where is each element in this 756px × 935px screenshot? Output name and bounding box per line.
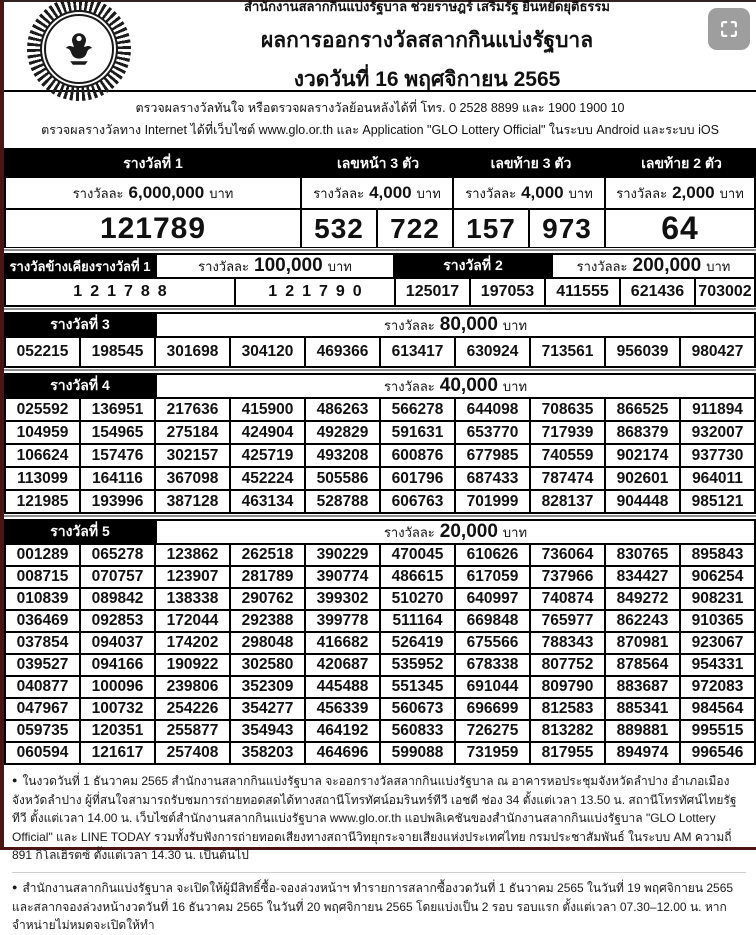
last3-numbers: 157 973	[454, 210, 604, 247]
prize-number: 885341	[606, 699, 679, 719]
prize-number: 120351	[81, 721, 154, 741]
prize-number: 094166	[81, 655, 154, 675]
prize-number: 257408	[156, 743, 229, 763]
glo-seal-icon	[27, 0, 131, 101]
second-prize-amount: รางวัลละ 200,000 บาท	[553, 255, 754, 277]
prize-number: 275184	[156, 422, 229, 443]
third-prize-numbers	[6, 338, 754, 366]
prize-number: 416682	[306, 633, 379, 653]
prize-number: 217636	[156, 399, 229, 420]
prize-number: 908231	[681, 589, 754, 609]
prize-number: 817955	[531, 743, 604, 763]
section-separator	[4, 368, 756, 373]
prize-number: 039527	[6, 655, 79, 675]
prize-number: 415900	[231, 399, 304, 420]
prize-number: 123907	[156, 567, 229, 587]
front3-numbers: 532 722	[302, 210, 452, 247]
prize-number: 787474	[531, 468, 604, 489]
prize-number: 100732	[81, 699, 154, 719]
prize-number: 954331	[681, 655, 754, 675]
prize-number: 610626	[456, 545, 529, 565]
prize-number: 809790	[531, 677, 604, 697]
prize-number: 469366	[306, 338, 379, 366]
fullscreen-icon	[718, 18, 740, 40]
prize-number: 121617	[81, 743, 154, 763]
fourth-prize-label: รางวัลที่ 4	[6, 375, 154, 397]
third-prize-amount: รางวัลละ 80,000 บาท	[157, 314, 754, 336]
prize-number: 464192	[306, 721, 379, 741]
prize-number: 463134	[231, 491, 304, 512]
prize-number: 060594	[6, 743, 79, 763]
prize-number: 701999	[456, 491, 529, 512]
prize-number: 923067	[681, 633, 754, 653]
prize-number: 828137	[531, 491, 604, 512]
prize-number: 511164	[381, 611, 454, 631]
main-prize-table	[4, 150, 756, 248]
prize-number: 390229	[306, 545, 379, 565]
prize-number: 281789	[231, 567, 304, 587]
prize-number: 301698	[156, 338, 229, 366]
prize-number: 906254	[681, 567, 754, 587]
prize-number: 830765	[606, 545, 679, 565]
prize-number: 870981	[606, 633, 679, 653]
prize-number: 526419	[381, 633, 454, 653]
second-prize-label: รางวัลที่ 2	[396, 255, 550, 277]
second-prize-number: 621436	[621, 279, 694, 305]
emblem-wrap	[4, 0, 154, 101]
prize-number: 834427	[606, 567, 679, 587]
prize-number: 883687	[606, 677, 679, 697]
prize-number: 985121	[681, 491, 754, 512]
prize-number: 255877	[156, 721, 229, 741]
prize-number: 895843	[681, 545, 754, 565]
prize-number: 059735	[6, 721, 79, 741]
front3-amount: รางวัลละ 4,000 บาท	[302, 178, 452, 208]
section-separator	[4, 248, 756, 253]
prize-number: 937730	[681, 445, 754, 466]
front3-label: เลขหน้า 3 ตัว	[303, 152, 453, 176]
seal-center	[44, 14, 114, 84]
prize-number: 008715	[6, 567, 79, 587]
section-separator	[4, 307, 756, 312]
prize-number: 387128	[156, 491, 229, 512]
prize-number: 862243	[606, 611, 679, 631]
prize-number: 736064	[531, 545, 604, 565]
prize-number: 025592	[6, 399, 79, 420]
prize-number: 354277	[231, 699, 304, 719]
prize-number: 198545	[81, 338, 154, 366]
info-phone-line: ตรวจผลรางวัลทันใจ หรือตรวจผลรางวัลย้อนหลังได้ที่ โทร. 0 2528 8899 และ 1900 1900 10	[135, 101, 625, 115]
prize-number: 136951	[81, 399, 154, 420]
prize-number: 100096	[81, 677, 154, 697]
prize-number: 600876	[381, 445, 454, 466]
prize-number: 138338	[156, 589, 229, 609]
prize-number: 849272	[606, 589, 679, 609]
first-prize-label: รางวัลที่ 1	[6, 152, 300, 176]
prize-number: 902174	[606, 445, 679, 466]
prize-number: 910365	[681, 611, 754, 631]
prize-number: 678338	[456, 655, 529, 675]
prize-number: 601796	[381, 468, 454, 489]
prize-number: 717939	[531, 422, 604, 443]
prize-number: 894974	[606, 743, 679, 763]
prize-number: 190922	[156, 655, 229, 675]
prize-number: 464696	[306, 743, 379, 763]
prize-number: 740559	[531, 445, 604, 466]
prize-number: 644098	[456, 399, 529, 420]
prize-number: 902601	[606, 468, 679, 489]
prize-number: 172044	[156, 611, 229, 631]
prize-number: 302580	[231, 655, 304, 675]
fifth-prize-numbers	[6, 545, 754, 763]
prize-number: 452224	[231, 468, 304, 489]
prize-number: 354943	[231, 721, 304, 741]
prize-number: 726275	[456, 721, 529, 741]
prize-number: 765977	[531, 611, 604, 631]
fourth-prize-table	[4, 373, 756, 514]
prize-number: 470045	[381, 545, 454, 565]
prize-number: 292388	[231, 611, 304, 631]
prize-number: 298048	[231, 633, 304, 653]
prize-number: 889881	[606, 721, 679, 741]
fourth-prize-amount: รางวัลละ 40,000 บาท	[157, 375, 754, 397]
prize-number: 606763	[381, 491, 454, 512]
prize-number: 254226	[156, 699, 229, 719]
prize-number: 551345	[381, 677, 454, 697]
prize-number: 052215	[6, 338, 79, 366]
prize-number: 691044	[456, 677, 529, 697]
page-header	[4, 2, 756, 90]
prize-number: 352309	[231, 677, 304, 697]
prize-number: 424904	[231, 422, 304, 443]
near-first-label: รางวัลข้างเคียงรางวัลที่ 1	[6, 255, 154, 277]
prize-number: 911894	[681, 399, 754, 420]
prize-number: 640997	[456, 589, 529, 609]
title-block	[154, 0, 756, 96]
prize-number: 617059	[456, 567, 529, 587]
prize-number: 154965	[81, 422, 154, 443]
prize-number: 528788	[306, 491, 379, 512]
prize-number: 995515	[681, 721, 754, 741]
third-prize-label: รางวัลที่ 3	[6, 314, 154, 336]
prize-number: 535952	[381, 655, 454, 675]
prize-number: 065278	[81, 545, 154, 565]
prize-number: 304120	[231, 338, 304, 366]
prize-number: 425719	[231, 445, 304, 466]
prize-number: 089842	[81, 589, 154, 609]
footnote-advance-booking: ● สำนักงานสลากกินแบ่งรัฐบาล จะเปิดให้ผู้มีสิทธิ์ซื้อ-จองล่วงหน้าฯ ทำรายการสลากซื้องวดวันที่ 1 ธันวาคม 2565 ในวันที่ 19 พฤศจิกายน 2565 และสลากจองล่วงหน้างวดวันที่ 16 ธันวาคม 2565 ในวันที่ 20 พฤศจิกายน 2565 โดยแบ่งเป็น 2 รอบ รอบแรก ตั้งแต่เวลา 07.30–12.00 น. หากจำหน่ายไม่หมดจะเปิดให้ทำ	[12, 880, 734, 933]
prize-number: 878564	[606, 655, 679, 675]
prize-number: 456339	[306, 699, 379, 719]
prize-number: 613417	[381, 338, 454, 366]
bullet-icon: ●	[12, 775, 18, 785]
prize-number: 420687	[306, 655, 379, 675]
prize-number: 677985	[456, 445, 529, 466]
prize-number: 358203	[231, 743, 304, 763]
prize-number: 094037	[81, 633, 154, 653]
prize-number: 164116	[81, 468, 154, 489]
prize-number: 868379	[606, 422, 679, 443]
near-first-amount: รางวัลละ 100,000 บาท	[157, 255, 393, 277]
prize-number: 493208	[306, 445, 379, 466]
prize-number: 708635	[531, 399, 604, 420]
prize-number: 290762	[231, 589, 304, 609]
prize-number: 040877	[6, 677, 79, 697]
prize-number: 932007	[681, 422, 754, 443]
third-prize-table	[4, 312, 756, 368]
fourth-prize-numbers	[6, 399, 754, 512]
prize-number: 566278	[381, 399, 454, 420]
prize-number: 047967	[6, 699, 79, 719]
last3-label: เลขท้าย 3 ตัว	[456, 152, 606, 176]
prize-number: 037854	[6, 633, 79, 653]
prize-number: 807752	[531, 655, 604, 675]
second-prize-number: 125017	[396, 279, 469, 305]
prize-number: 492829	[306, 422, 379, 443]
prize-number: 737966	[531, 567, 604, 587]
prize-number: 510270	[381, 589, 454, 609]
fifth-prize-amount: รางวัลละ 20,000 บาท	[157, 521, 754, 543]
prize-number: 980427	[681, 338, 754, 366]
prize-number: 630924	[456, 338, 529, 366]
second-prize-number: 411555	[546, 279, 619, 305]
bullet-icon: ●	[12, 881, 18, 892]
prize-number: 964011	[681, 468, 754, 489]
prize-number: 010839	[6, 589, 79, 609]
prize-number: 904448	[606, 491, 679, 512]
prize-number: 812583	[531, 699, 604, 719]
prize-number: 813282	[531, 721, 604, 741]
prize-number: 092853	[81, 611, 154, 631]
prize-number: 001289	[6, 545, 79, 565]
prize-number: 399778	[306, 611, 379, 631]
agency-motto: สำนักงานสลากกินแบ่งรัฐบาล ช่วยราษฎร์ เสริมรัฐ ยืนหยัดยุติธรรม	[244, 0, 610, 14]
prize-number: 866525	[606, 399, 679, 420]
fifth-prize-table	[4, 519, 756, 765]
near-first-and-second-prize-table	[4, 253, 756, 307]
prize-number: 367098	[156, 468, 229, 489]
prize-number: 505586	[306, 468, 379, 489]
footnote-divider	[12, 872, 746, 873]
first-prize-number: 121789	[6, 210, 300, 247]
prize-number: 036469	[6, 611, 79, 631]
prize-number: 996546	[681, 743, 754, 763]
fifth-prize-label: รางวัลที่ 5	[6, 521, 154, 543]
prize-number: 591631	[381, 422, 454, 443]
last3-amount: รางวัลละ 4,000 บาท	[454, 178, 604, 208]
prize-number: 399302	[306, 589, 379, 609]
prize-number: 106624	[6, 445, 79, 466]
last2-amount: รางวัลละ 2,000 บาท	[606, 178, 754, 208]
prize-number: 157476	[81, 445, 154, 466]
prize-number: 696699	[456, 699, 529, 719]
prize-number: 788343	[531, 633, 604, 653]
prize-number: 560833	[381, 721, 454, 741]
prize-number: 239806	[156, 677, 229, 697]
near-first-number: 121788	[6, 279, 234, 305]
prize-number: 984564	[681, 699, 754, 719]
prize-number: 713561	[531, 338, 604, 366]
prize-number: 113099	[6, 468, 79, 489]
prize-number: 193996	[81, 491, 154, 512]
prize-number: 731959	[456, 743, 529, 763]
prize-number: 104959	[6, 422, 79, 443]
prize-number: 740874	[531, 589, 604, 609]
prize-number: 486615	[381, 567, 454, 587]
draw-date: งวดวันที่ 16 พฤศจิกายน 2565	[293, 68, 561, 91]
prize-number: 123862	[156, 545, 229, 565]
prize-number: 669848	[456, 611, 529, 631]
prize-number: 174202	[156, 633, 229, 653]
bird-emblem-icon	[58, 28, 100, 70]
prize-number: 675566	[456, 633, 529, 653]
fullscreen-button[interactable]	[708, 8, 750, 50]
info-internet-line: ตรวจผลรางวัลทาง Internet ได้ที่เว็บไซต์ www.glo.or.th และ Application "GLO Lottery Official" ในระบบ Android และระบบ iOS	[41, 123, 719, 137]
prize-number: 390774	[306, 567, 379, 587]
section-separator	[4, 514, 756, 519]
prize-number: 560673	[381, 699, 454, 719]
prize-number: 687433	[456, 468, 529, 489]
last2-label: เลขท้าย 2 ตัว	[609, 152, 754, 176]
second-prize-number: 197053	[471, 279, 544, 305]
prize-number: 956039	[606, 338, 679, 366]
last2-number: 64	[606, 210, 754, 247]
prize-number: 445488	[306, 677, 379, 697]
footnote-draw-location: ● ในงวดวันที่ 1 ธันวาคม 2565 สำนักงานสลากกินแบ่งรัฐบาล จะออกรางวัลสลากกินแบ่งรัฐบาล ณ อาคารหอประชุมจังหวัดลำปาง อำเภอเมือง จังหวัดลำปาง ผู้ที่สนใจสามารถรับชมการถ่ายทอดสดได้ทางสถานีโทรทัศน์อมรินทร์ทีวี เอชดี ช่อง 34 ตั้งแต่เวลา 13.50 น. สถานีโทรทัศน์ไทยรัฐทีวี ตั้งแต่เวลา 14.00 น. เว็บไซต์สำนักงานสลากกินแบ่งรัฐบาล www.glo.or.th แอปพลิเคชันของสำนักงานสลากกินแบ่งรัฐบาล "GLO Lottery Official" และ LINE TODAY รวมทั้งรับฟังการถ่ายทอดเสียงทางสถานีวิทยุกระจายเสียงแห่งประเทศไทย กรมประชาสัมพันธ์ ในระบบ AM ความถี่ 891 กิโลเฮิรตซ์ ตั้งแต่เวลา 14.30 น. เป็นต้นไป	[12, 774, 737, 863]
prize-number: 262518	[231, 545, 304, 565]
first-prize-amount: รางวัลละ 6,000,000 บาท	[6, 178, 300, 208]
prize-number: 599088	[381, 743, 454, 763]
near-first-number: 121790	[236, 279, 394, 305]
page-title: ผลการออกรางวัลสลากกินแบ่งรัฐบาล	[260, 29, 594, 52]
prize-number: 070757	[81, 567, 154, 587]
second-prize-number: 703002	[696, 279, 754, 305]
prize-number: 972083	[681, 677, 754, 697]
prize-number: 486263	[306, 399, 379, 420]
prize-number: 302157	[156, 445, 229, 466]
prize-number: 653770	[456, 422, 529, 443]
prize-number: 121985	[6, 491, 79, 512]
